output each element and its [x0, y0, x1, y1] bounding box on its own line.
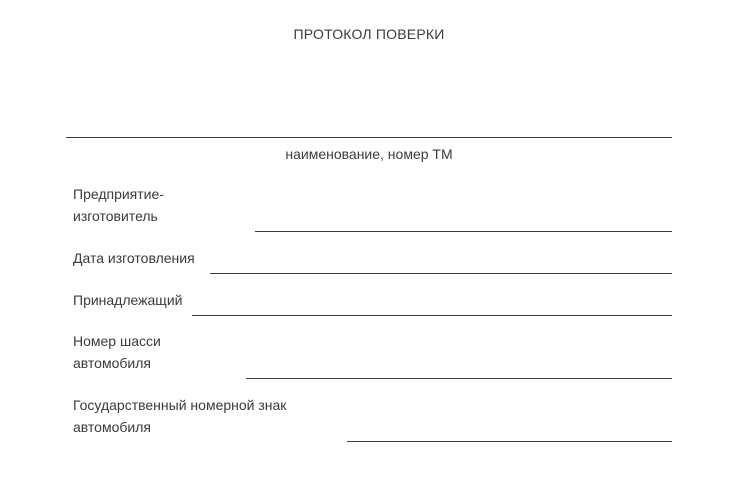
plate-number-line[interactable] [347, 441, 672, 442]
plate-number-label [73, 395, 286, 438]
vehicle-name-line[interactable] [66, 137, 672, 138]
manufacture-date-label: Дата изготовления [73, 250, 195, 266]
page-title: ПРОТОКОЛ ПОВЕРКИ [293, 26, 445, 42]
vehicle-name-caption: наименование, номер ТМ [285, 146, 453, 162]
manufacturer-label-line1: Предприятие- [73, 186, 164, 202]
owner-label: Принадлежащий [73, 292, 183, 308]
plate-number-label-line1: Государственный номерной знак [73, 397, 287, 413]
manufacturer-label [73, 184, 164, 227]
chassis-number-label-line2: автомобиля [73, 354, 151, 371]
chassis-number-label [73, 331, 161, 374]
owner-line[interactable] [192, 315, 672, 316]
chassis-number-label-line1: Номер шасси [73, 333, 161, 349]
manufacture-date-line[interactable] [210, 273, 672, 274]
chassis-number-line[interactable] [246, 378, 672, 379]
plate-number-label-line2: автомобиля [73, 418, 151, 435]
manufacturer-label-line2: изготовитель [73, 207, 158, 224]
manufacturer-line[interactable] [255, 231, 672, 232]
